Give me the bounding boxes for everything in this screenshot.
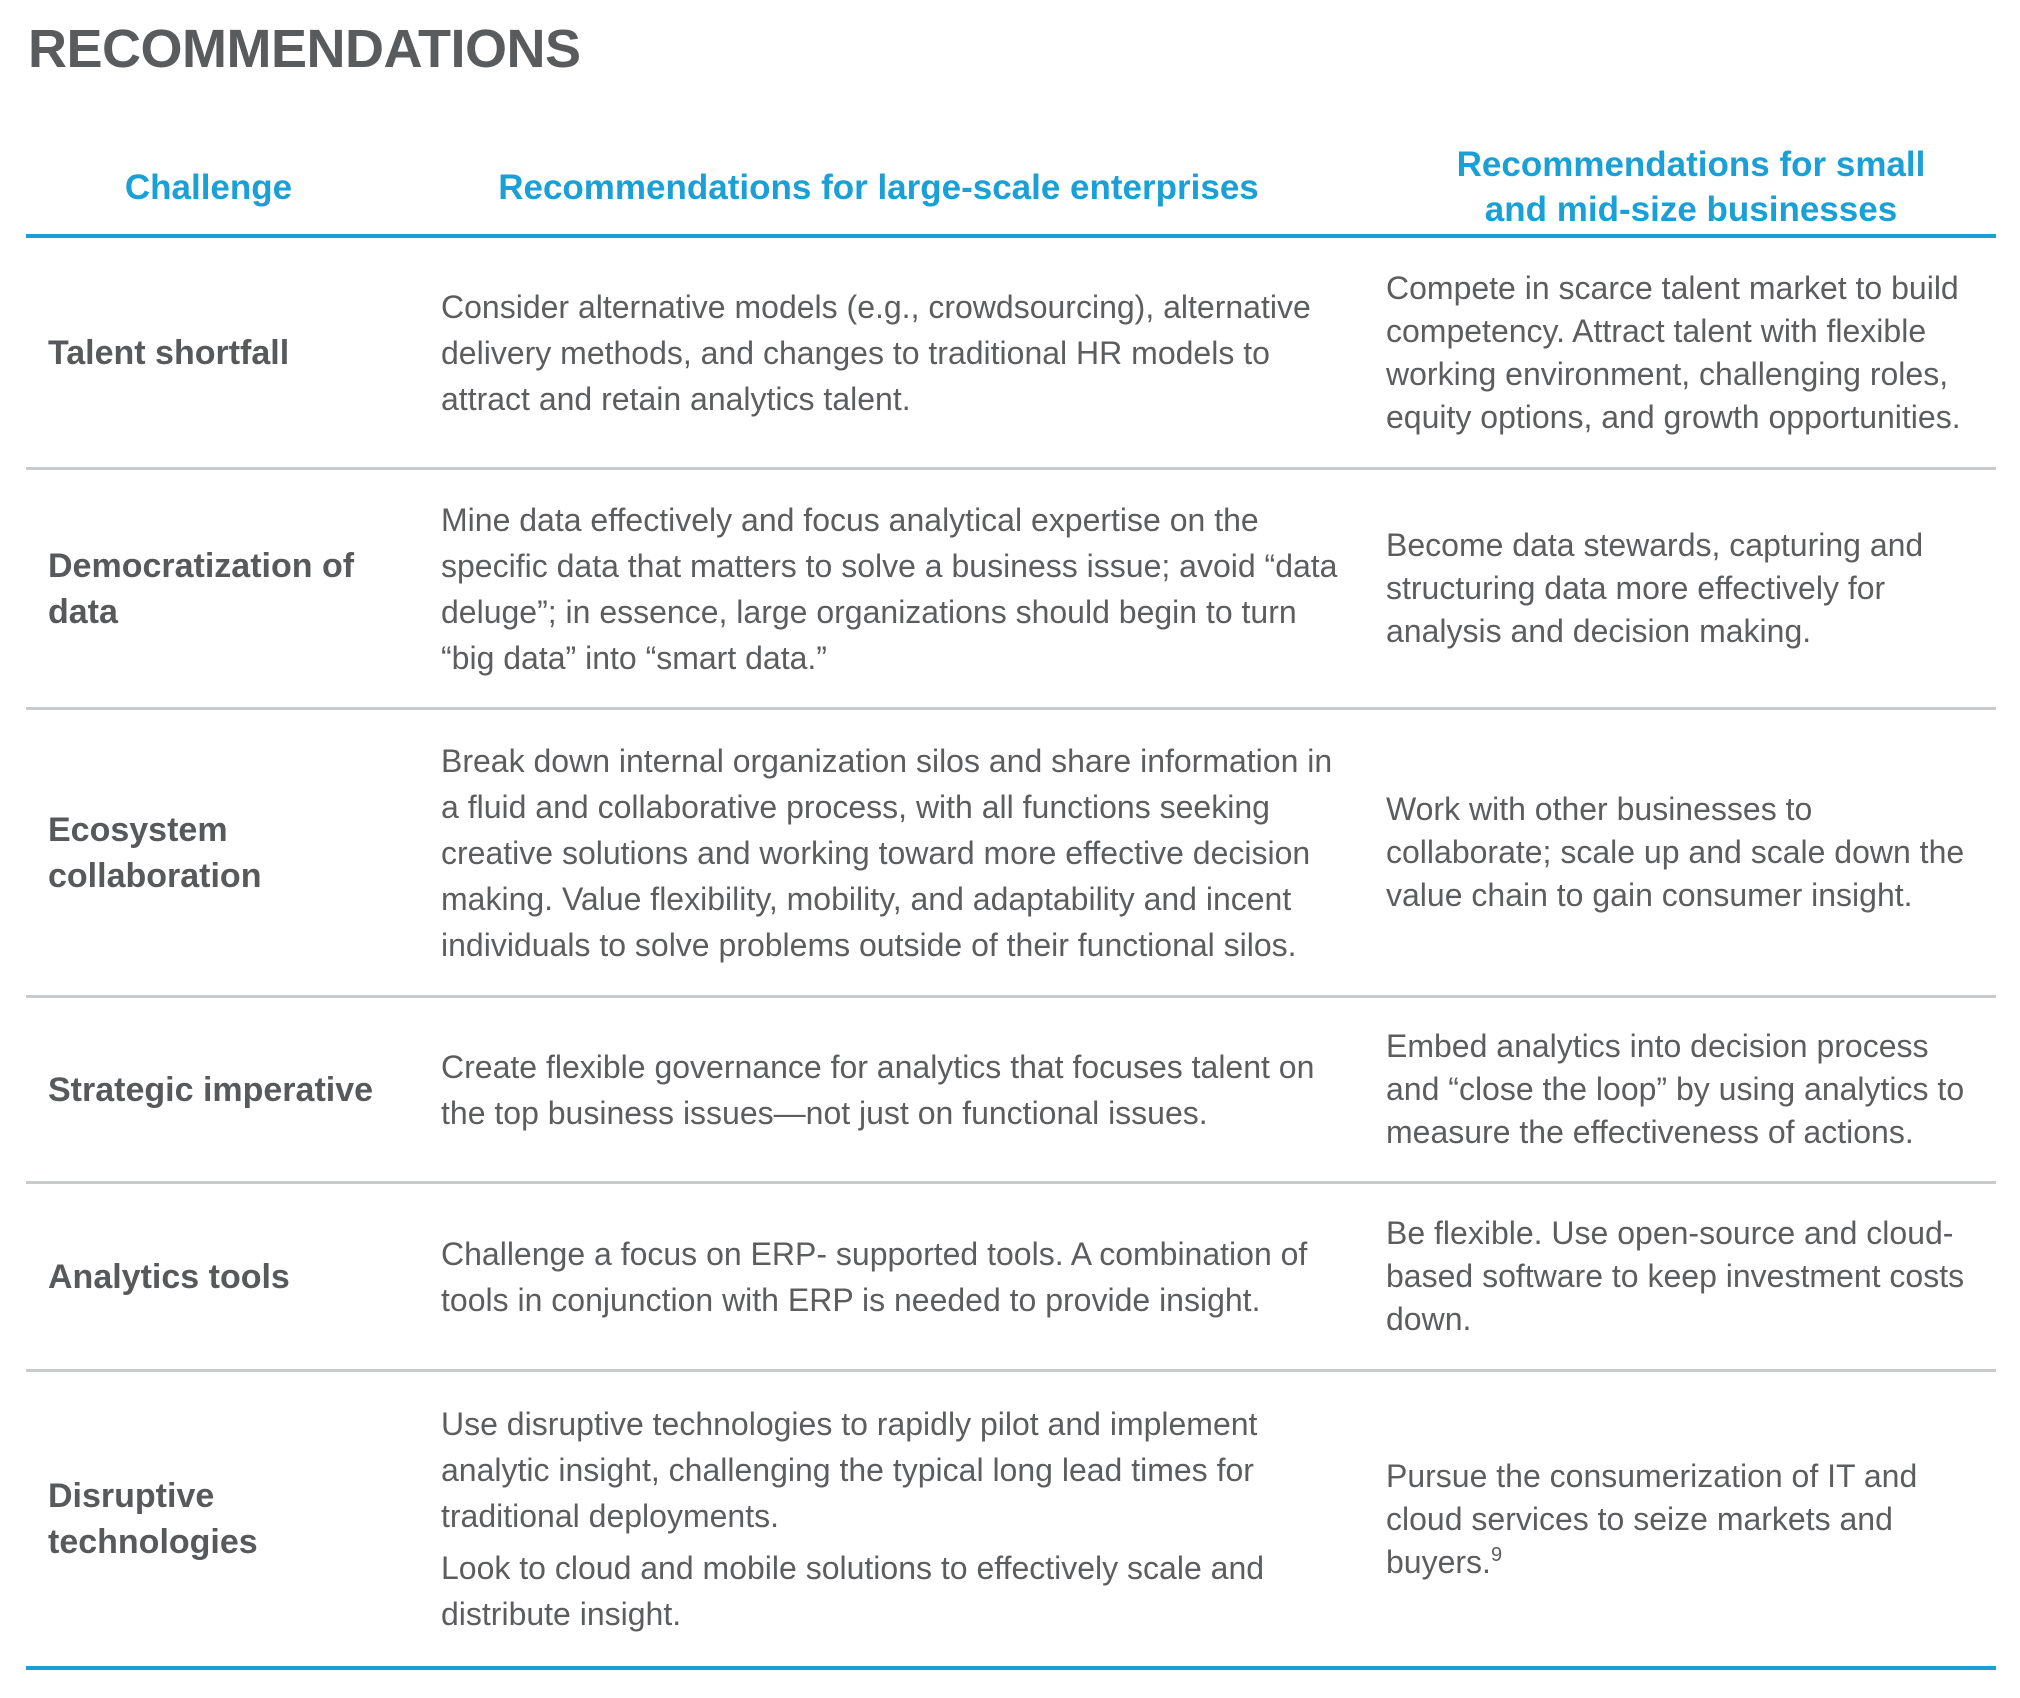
challenge-label: Talent shortfall [48,333,290,372]
large-enterprise-cell [391,998,1366,1181]
header-large-enterprises: Recommendations for large-scale enterprises [498,167,1259,207]
table-row [26,1372,1996,1670]
small-business-cell [1366,710,1996,995]
table-row [26,238,1996,470]
page-title: RECOMMENDATIONS [28,19,581,79]
challenge-cell [26,1372,391,1666]
large-enterprise-paragraph: Use disruptive technologies to rapidly pilot and implement analytic insight, challenging the typical long lead times for traditional deployments. [441,1406,1258,1534]
large-enterprise-cell [391,710,1366,995]
large-enterprise-text [441,1401,1356,1637]
recommendations-table [26,140,1996,1670]
table-header-row [26,140,1996,238]
challenge-cell [26,710,391,995]
large-enterprise-cell [391,238,1366,467]
table-row [26,998,1996,1184]
small-business-cell [1366,470,1996,707]
large-enterprise-text: Challenge a focus on ERP- supported tools. A combination of tools in conjunction with ERP is needed to provide insight. [441,1235,1308,1318]
challenge-cell [26,470,391,707]
table-row [26,1184,1996,1372]
header-small-mid-businesses [1366,140,1996,234]
challenge-cell [26,238,391,467]
small-business-text: Embed analytics into decision process and “close the loop” by using analytics to measure the effectiveness of actions. [1386,1028,1965,1150]
small-business-cell [1366,998,1996,1181]
small-business-text: Be flexible. Use open-source and cloud-based software to keep investment costs down. [1386,1215,1965,1337]
challenge-label: Disruptive technologies [48,1477,258,1561]
header-challenge: Challenge [124,167,293,207]
large-enterprise-text: Mine data effectively and focus analytical expertise on the specific data that matters to solve a business issue; avoid “data deluge”; in essence, large organizations should begin to turn “big data” into “smart data.” [441,501,1338,676]
header-small-line-1: Recommendations for small [1456,145,1926,184]
small-business-cell [1366,1184,1996,1369]
large-enterprise-cell [391,470,1366,707]
small-business-cell [1366,238,1996,467]
header-small-line-2: and mid-size businesses [1484,190,1898,229]
challenge-label: Strategic imperative [48,1070,374,1109]
small-business-text: Compete in scarce talent market to build competency. Attract talent with flexible working environment, challenging roles, equity options, and growth opportunities. [1386,269,1961,435]
table-row [26,710,1996,998]
challenge-label: Ecosystem collaboration [48,810,262,895]
small-business-text: Become data stewards, capturing and structuring data more effectively for analysis and decision making. [1386,527,1924,649]
large-enterprise-text: Consider alternative models (e.g., crowdsourcing), alternative delivery methods, and changes to traditional HR models to attract and retain analytics talent. [441,288,1311,417]
small-business-text [1386,1455,1986,1584]
footnote-marker: 9 [1490,1543,1503,1566]
challenge-cell [26,1184,391,1369]
large-enterprise-paragraph: Look to cloud and mobile solutions to effectively scale and distribute insight. [441,1550,1265,1632]
large-enterprise-text: Create flexible governance for analytics that focuses talent on the top business issues—not just on functional issues. [441,1048,1315,1131]
small-business-cell [1366,1372,1996,1666]
large-enterprise-text: Break down internal organization silos and share information in a fluid and collaborative process, with all functions seeking creative solutions and working toward more effective decision making. Value flexibility, mobility, and adaptability and incent individuals to solve problems outside of their functional silos. [441,742,1333,963]
small-business-text: Work with other businesses to collaborate; scale up and scale down the value chain to gain consumer insight. [1386,791,1965,913]
small-business-text-body: Pursue the consumerization of IT and cloud services to seize markets and buyers. [1386,1457,1918,1580]
large-enterprise-cell [391,1372,1366,1666]
large-enterprise-cell [391,1184,1366,1369]
challenge-label: Analytics tools [48,1257,290,1296]
challenge-cell [26,998,391,1181]
challenge-label: Democratization of data [48,546,355,631]
table-row [26,470,1996,710]
